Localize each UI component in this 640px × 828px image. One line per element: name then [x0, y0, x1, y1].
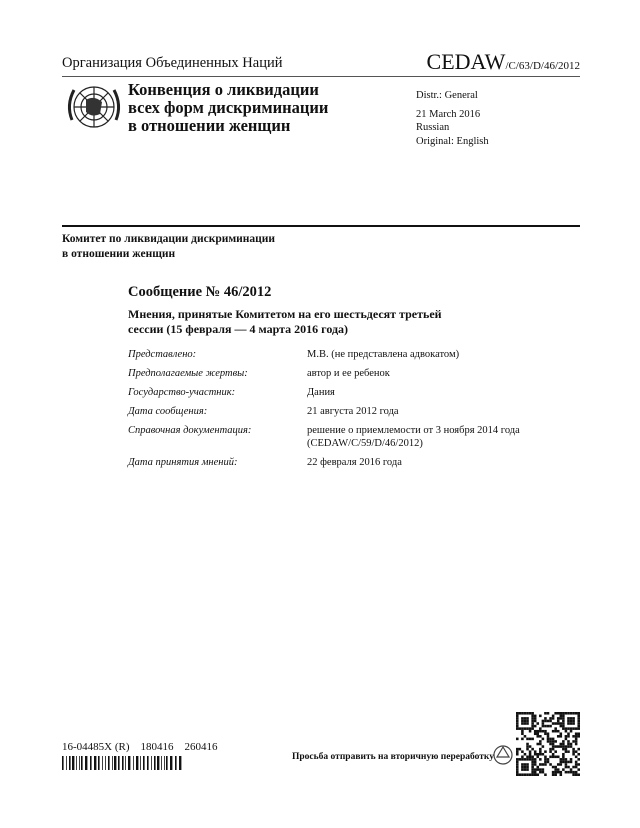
- title-line: всех форм дискриминации: [128, 98, 329, 117]
- barcode-icon: [62, 756, 182, 770]
- detail-value: Дания: [307, 387, 335, 398]
- detail-value: автор и ее ребенок: [307, 368, 390, 379]
- committee-name: [62, 232, 275, 262]
- language: Russian: [416, 122, 450, 133]
- recycle-text: Просьба отправить на вторичную переработку: [292, 752, 494, 762]
- symbol-suffix: /C/63/D/46/2012: [505, 60, 580, 72]
- communication-title: Сообщение № 46/2012: [128, 284, 272, 300]
- detail-value: 21 августа 2012 года: [307, 406, 399, 417]
- views-title: [128, 307, 442, 337]
- document-symbol: [427, 49, 580, 75]
- detail-label: Предполагаемые жертвы:: [128, 368, 248, 379]
- detail-value: 22 февраля 2016 года: [307, 457, 402, 468]
- detail-label: Дата принятия мнений:: [128, 457, 238, 468]
- original-language: Original: English: [416, 135, 489, 147]
- views-line: Мнения, принятые Комитетом на его шестьдесят третьей: [128, 307, 442, 321]
- detail-label: Справочная документация:: [128, 425, 252, 436]
- qr-code-icon: [516, 712, 580, 776]
- job-number: 16-04485X (R) 180416 260416: [62, 741, 218, 753]
- distribution: Distr.: General: [416, 90, 478, 101]
- distribution-block: [416, 89, 489, 148]
- convention-title: [128, 81, 388, 135]
- detail-label: Представлено:: [128, 349, 197, 360]
- detail-label: Дата сообщения:: [128, 406, 208, 417]
- detail-value: М.В. (не представлена адвокатом): [307, 349, 460, 360]
- title-line: Конвенция о ликвидации: [128, 80, 319, 99]
- organization-name: Организация Объединенных Наций: [62, 55, 283, 71]
- symbol-main: CEDAW: [426, 49, 506, 74]
- detail-value: решение о приемлемости от 3 ноября 2014 года (CEDAW/C/59/D/46/2012): [307, 425, 520, 449]
- document-date: 21 March 2016: [416, 108, 481, 120]
- title-line: в отношении женщин: [128, 116, 291, 135]
- un-emblem-icon: [64, 80, 124, 136]
- committee-line: в отношении женщин: [62, 248, 176, 260]
- section-divider: [62, 225, 580, 227]
- committee-line: Комитет по ликвидации дискриминации: [62, 233, 276, 245]
- detail-label: Государство-участник:: [128, 387, 236, 398]
- header-divider: [62, 76, 580, 77]
- recycle-icon: [492, 744, 514, 766]
- views-line: сессии (15 февраля — 4 марта 2016 года): [128, 322, 349, 336]
